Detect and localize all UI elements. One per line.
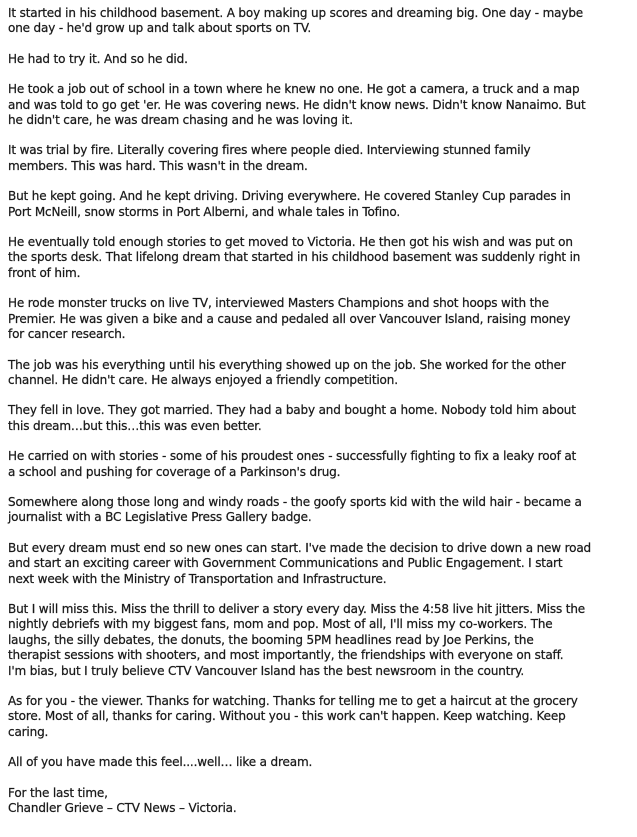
paragraph-proudest-stories: He carried on with stories - some of his proudest ones - successfully fighting to fix a leaky roof at a school and pushing for coverage of a Parkinson's drug. bbox=[8, 449, 577, 479]
paragraph-press-gallery: Somewhere along those long and windy roads - the goofy sports kid with the wild hair - became a journalist with a BC Legislative Press Gallery badge. bbox=[8, 494, 582, 525]
paragraph-childhood: It started in his childhood basement. A boy making up scores and dreaming big. One day - maybe one day - he'd grow up and talk about sports on TV. bbox=[8, 6, 584, 36]
paragraph-like-a-dream: All of you have made this feel....well… like a dream. bbox=[8, 755, 313, 770]
paragraph-fell-in-love: They fell in love. They got married. They had a baby and bought a home. Nobody told him about this dream…but this…this was even better. bbox=[8, 403, 576, 433]
paragraph-miss-this: But I will miss this. Miss the thrill to deliver a story every day. Miss the 4:58 live hit jitters. Miss the nightly debriefs with my biggest fans, mom and pop. Most of all, I'll miss my co-workers. The laughs, the silly debates, the donuts, the booming 5PM headlines read by Joe Perkins, the therapist sessions with shooters, and most importantly, the friendships with everyone on staff. I'm bias, but I truly believe CTV Vancouver Island has the best newsroom in the country. bbox=[8, 601, 586, 678]
paragraph-everything: The job was his everything until his everything showed up on the job. She worked for the other channel. He didn't care. He always enjoyed a friendly competition. bbox=[8, 357, 566, 387]
paragraph-victoria: He eventually told enough stories to get moved to Victoria. He then got his wish and was put on the sports desk. That lifelong dream that started in his childhood basement was suddenly right in front of him. bbox=[8, 235, 581, 280]
signature-block: For the last time, Chandler Grieve – CTV News – Victoria. bbox=[8, 785, 237, 816]
paragraph-new-road: But every dream must end so new ones can start. I've made the decision to drive down a new road and start an exciting career with Government Communications and Public Engagement. I start next week with the Ministry of Transportation and Infrastructure. bbox=[8, 540, 591, 586]
paragraph-first-job: He took a job out of school in a town where he knew no one. He got a camera, a truck and a map and was told to go get 'er. He was covering news. He didn't know news. Didn't know Nanaimo. But he didn't care, he was dream chasing and he was loving it. bbox=[8, 82, 586, 128]
paragraph-kept-driving: But he kept going. And he kept driving. Driving everywhere. He covered Stanley Cup parades in Port McNeill, snow storms in Port Alberni, and whale tales in Tofino. bbox=[8, 189, 571, 219]
paragraph-try-it: He had to try it. And so he did. bbox=[8, 51, 188, 66]
paragraph-viewer: As for you - the viewer. Thanks for watching. Thanks for telling me to get a haircut at the grocery store. Most of all, thanks for caring. Without you - this work can't happen. Keep watching. Keep caring. bbox=[8, 694, 578, 739]
paragraph-monster-trucks: He rode monster trucks on live TV, interviewed Masters Champions and shot hoops with the Premier. He was given a bike and a cause and pedaled all over Vancouver Island, raising money for cancer research. bbox=[8, 296, 571, 342]
paragraph-trial-by-fire: It was trial by fire. Literally covering fires where people died. Interviewing stunned family members. This was hard. This wasn't in the dream. bbox=[8, 143, 531, 173]
